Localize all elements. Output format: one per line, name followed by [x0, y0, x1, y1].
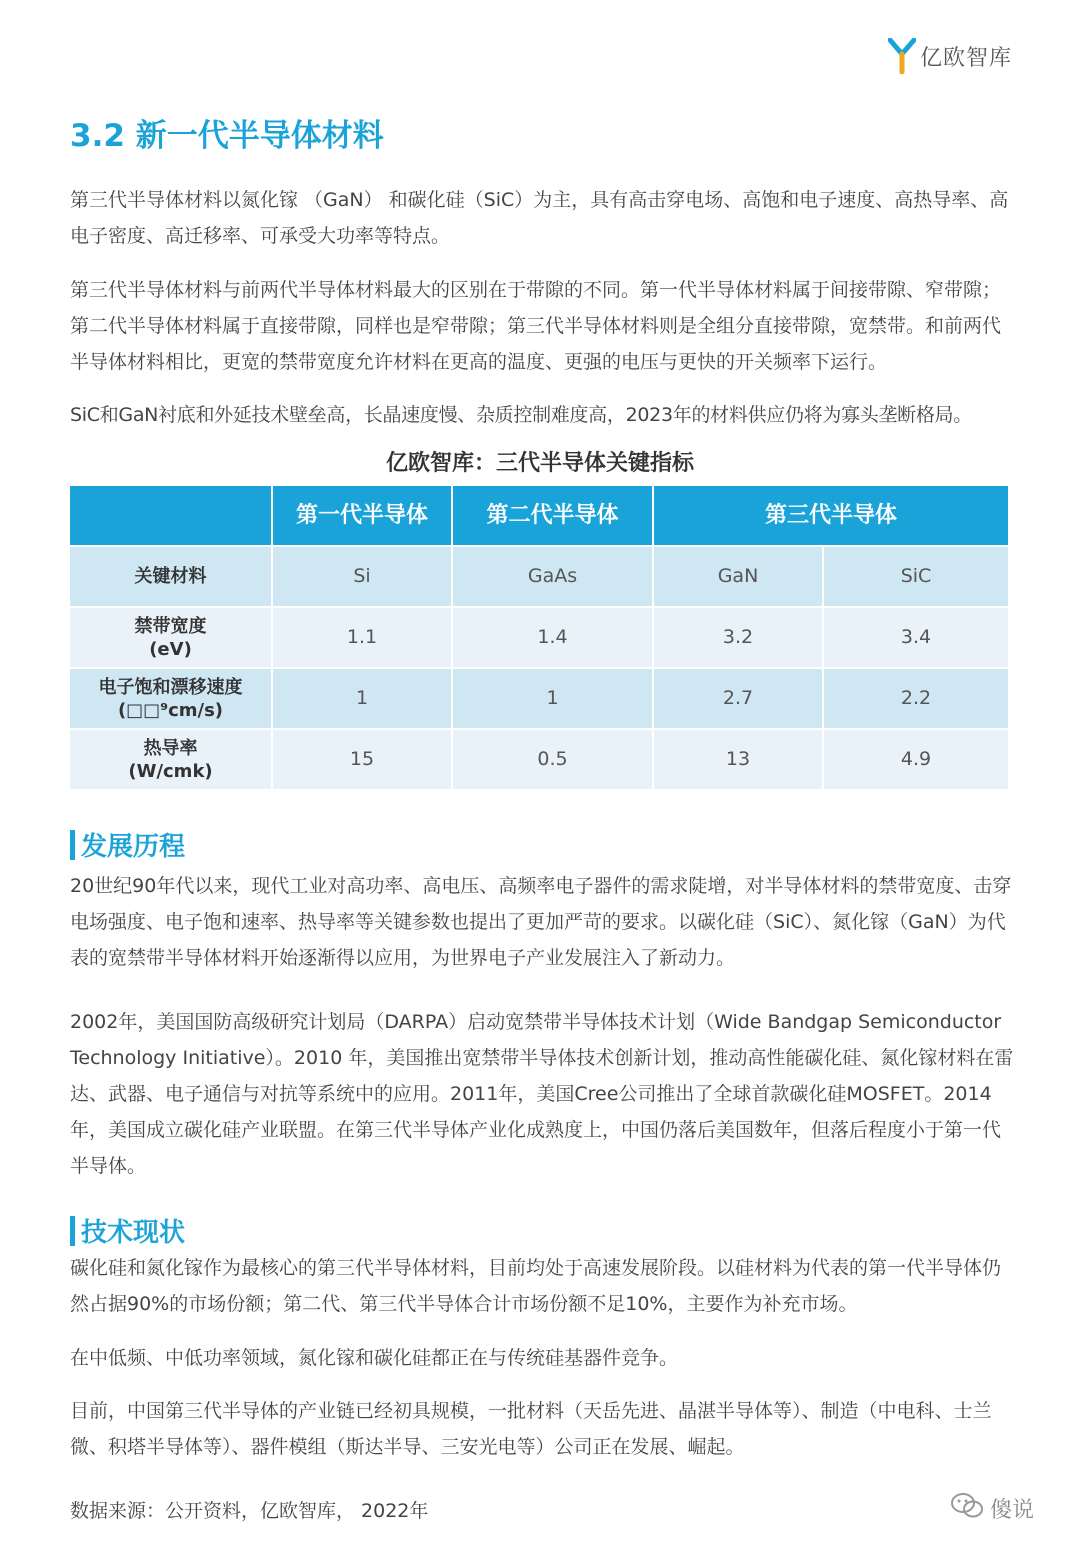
table-row	[70, 730, 1008, 789]
table-cell: 3.4	[824, 608, 1008, 667]
history-paragraph-1: 20世纪90年代以来，现代工业对高功率、高电压、高频率电子器件的需求陡增，对半导体材料的禁带宽度、击穿电场强度、电子饱和速率、热导率等关键参数也提出了更加严苛的要求。以碳化硅（SiC）、氮化镓（GaN）为代表的宽禁带半导体材料开始逐渐得以应用，为世界电子产业发展注入了新动力。	[70, 875, 1012, 969]
row-label-text: 禁带宽度	[134, 615, 207, 637]
section-marker	[70, 830, 75, 860]
intro-paragraph-3: SiC和GaN衬底和外延技术壁垒高，长晶速度慢、杂质控制难度高，2023年的材料供应仍将为寡头垄断格局。	[70, 404, 972, 426]
table-cell: 4.9	[824, 730, 1008, 789]
table-cell: 0.5	[453, 730, 652, 789]
row-label	[70, 730, 271, 789]
row-label	[70, 547, 271, 606]
table-cell: GaAs	[453, 547, 652, 606]
header-cell-gen1: 第一代半导体	[273, 486, 451, 545]
table-cell: Si	[273, 547, 451, 606]
key-indicators-table	[70, 486, 1008, 791]
table-row	[70, 669, 1008, 728]
watermark	[950, 1492, 1034, 1524]
section-title: 技术现状	[81, 1218, 186, 1248]
table-cell: 3.2	[654, 608, 822, 667]
table-cell: 13	[654, 730, 822, 789]
row-label-unit: (W/cmk)	[128, 760, 213, 782]
table-title: 亿欧智库：三代半导体关键指标	[385, 451, 694, 476]
row-label-unit: (□□⁹cm/s)	[117, 699, 224, 721]
row-label	[70, 669, 271, 728]
table-cell: 1	[453, 669, 652, 728]
table-row	[70, 547, 1008, 606]
brand-logo	[888, 38, 1012, 74]
row-label-text: 热导率	[143, 737, 198, 759]
table-cell: 15	[273, 730, 451, 789]
table-cell: 1	[273, 669, 451, 728]
row-label-text: 关键材料	[134, 566, 207, 587]
brand-logo-icon	[888, 38, 916, 74]
table-cell: 2.7	[654, 669, 822, 728]
table-cell: 2.2	[824, 669, 1008, 728]
section-heading-status	[70, 1212, 185, 1249]
row-label	[70, 608, 271, 667]
intro-paragraph-1: 第三代半导体材料以氮化镓 （GaN） 和碳化硅（SiC）为主，具有高击穿电场、高饱和电子速度、高热导率、高电子密度、高迁移率、可承受大功率等特点。	[70, 189, 1009, 247]
header-cell-gen3: 第三代半导体	[654, 486, 1008, 545]
intro-paragraph-2: 第三代半导体材料与前两代半导体材料最大的区别在于带隙的不同。第一代半导体材料属于间接带隙、窄带隙；第二代半导体材料属于直接带隙，同样也是窄带隙；第三代半导体材料则是全组分直接带隙，宽禁带。和前两代半导体材料相比，更宽的禁带宽度允许材料在更高的温度、更强的电压与更快的开关频率下运行。	[70, 279, 1002, 373]
status-paragraph-2: 在中低频、中低功率领域，氮化镓和碳化硅都正在与传统硅基器件竞争。	[70, 1347, 679, 1369]
table-cell: 1.1	[273, 608, 451, 667]
brand-name: 亿欧智库	[920, 45, 1013, 71]
section-title: 发展历程	[81, 832, 186, 862]
table-row	[70, 608, 1008, 667]
history-paragraph-2: 2002年，美国国防高级研究计划局（DARPA）启动宽禁带半导体技术计划（Wide Bandgap Semiconductor Technology Initiative）。2010 年，美国推出宽禁带半导体技术创新计划，推动高性能碳化硅、氮化镓材料在雷达、武器、电子通信与对抗等系统中的应用。2011年，美国Cree公司推出了全球首款碳化硅MOSFET。2014年，美国成立碳化硅产业联盟。在第三代半导体产业化成熟度上，中国仍落后美国数年，但落后程度小于第一代半导体。	[70, 1011, 1014, 1177]
section-heading-history	[70, 826, 185, 863]
header-cell-empty	[70, 486, 271, 545]
row-label-text: 电子饱和漂移速度	[98, 676, 243, 698]
watermark-text: 傻说	[990, 1497, 1035, 1523]
data-source-note: 数据来源：公开资料，亿欧智库， 2022年	[70, 1500, 429, 1522]
table-cell: 1.4	[453, 608, 652, 667]
header-cell-gen2: 第二代半导体	[453, 486, 652, 545]
section-marker	[70, 1216, 75, 1246]
wechat-icon	[950, 1492, 984, 1524]
table-cell: GaN	[654, 547, 822, 606]
table-header-row	[70, 486, 1008, 545]
page-title: 3.2 新一代半导体材料	[70, 118, 384, 154]
status-paragraph-1: 碳化硅和氮化镓作为最核心的第三代半导体材料，目前均处于高速发展阶段。以硅材料为代表的第一代半导体仍然占据90%的市场份额；第二代、第三代半导体合计市场份额不足10%，主要作为补充市场。	[70, 1257, 1002, 1315]
table-cell: SiC	[824, 547, 1008, 606]
row-label-unit: (eV)	[149, 638, 192, 660]
status-paragraph-3: 目前，中国第三代半导体的产业链已经初具规模，一批材料（天岳先进、晶湛半导体等）、制造（中电科、士兰微、积塔半导体等）、器件模组（斯达半导、三安光电等）公司正在发展、崛起。	[70, 1400, 992, 1458]
